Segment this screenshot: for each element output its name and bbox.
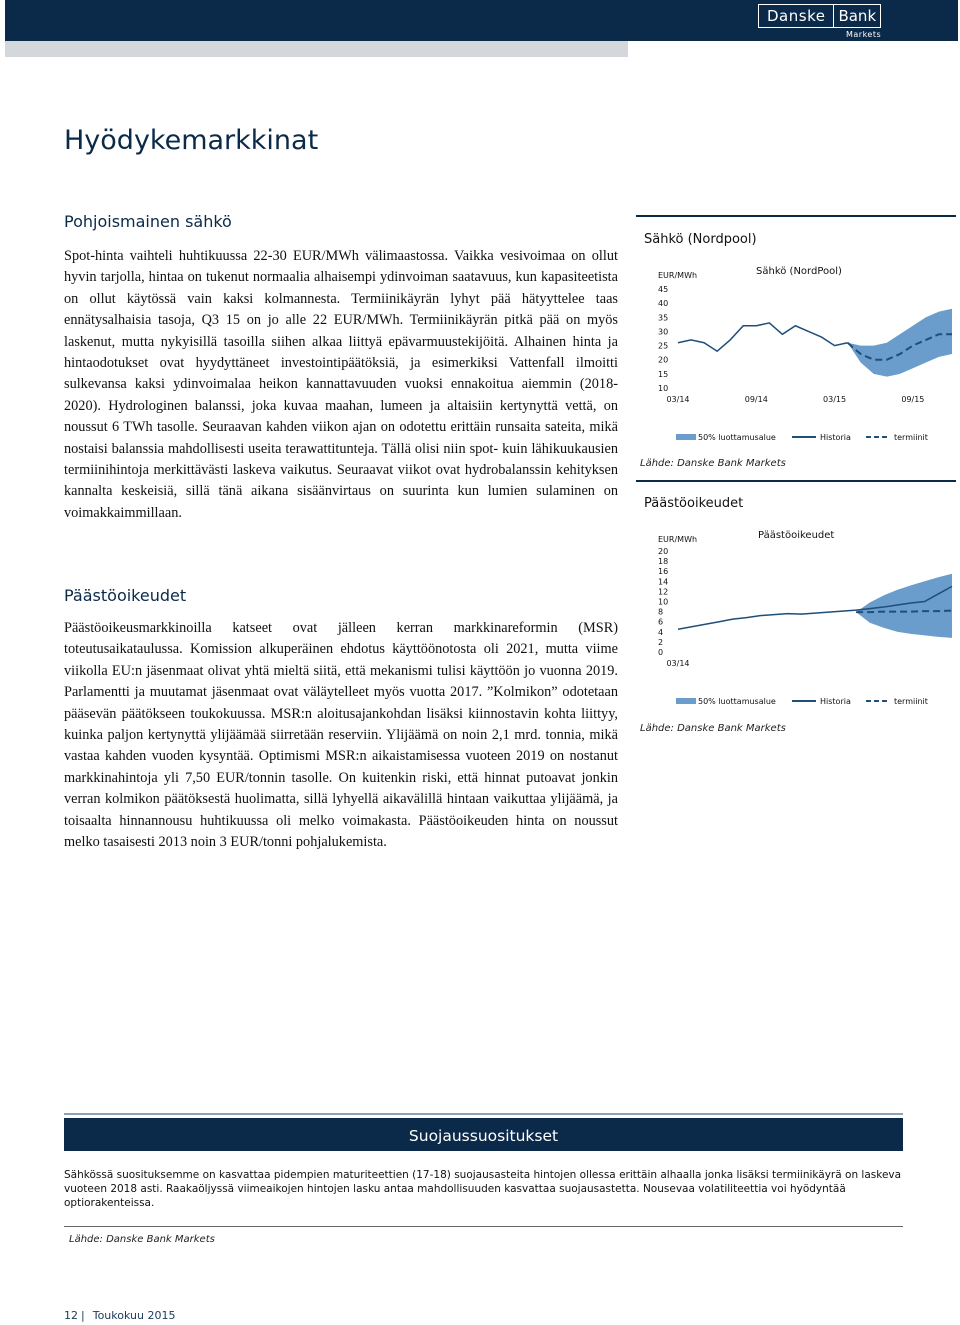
- chart2-legend-history: Historia: [820, 697, 851, 706]
- chart2-legend-band: 50% luottamusalue: [698, 697, 776, 706]
- logo-bank: Bank: [834, 4, 881, 28]
- chart2-legend-forward: termiinit: [894, 697, 928, 706]
- x-tick-label: 09/14: [744, 395, 768, 404]
- section-text-electricity: Spot-hinta vaihteli huhtikuussa 22-30 EUR/MWh välimaastossa. Vaikka vesivoimaa on ollut hyvin tarjolla, hintaa on tukenut normaalia alhaisempi ydinvoiman saatavuus, kun kapasiteetista on ollut käytössä vain kaksi kolmannesta. Termiinikäyrän lyhyt pää hätyyttelee taas ennätysalhaisia tasoja, Q3 15 on jo alle 22 EUR/MWh. Termiinikäyrän pitkä pää on myös laskenut, mutta nykyisillä tasoilla siihen alkaa liittyä epävarmuustekijöitä. Alhainen hinta ja hintaodotukset ovat hyydyttäneet investointipäätöksiä, ja esimerkiksi Vattenfall ilmoitti sulkevansa kaksi ydinvoimalaa heikon kannattavuuden vuoksi ennakoitua aiemmin (2018-2020). Hydrologinen balanssi, joka kuvaa maahan, lumeen ja altaisiin kertynyttä vettä, on noussut 6 TWh tasolle. Seuraavan kahden viikon ajan on odotettu erittäin runsaita sateita, mikä nostaisi balanssia mahdollisesti useita terawattitunteja. Tällä olisi niin spot- kuin lähikuukausien termiinihintoja merkittävästi laskeva vaikutus. Seuraavat viikot ovat hydrobalanssin kehityksen kannalta keskeisiä, sillä tänä aikana sisäänvirtaus on suurinta kun lumien sulaminen on voimakkaimmillaan.: [64, 248, 618, 521]
- footer-separator: |: [81, 1309, 85, 1322]
- chart1-top-rule: [636, 215, 956, 217]
- y-tick-label: 15: [658, 369, 669, 379]
- chart1-legend-history: Historia: [820, 433, 851, 442]
- danske-bank-logo: [758, 4, 881, 38]
- section-heading-emissions: Päästöoikeudet: [64, 586, 187, 605]
- chart2-legend-band-swatch: [676, 698, 696, 704]
- x-tick-label: 03/15: [823, 395, 847, 404]
- chart1-legend-band-swatch: [676, 434, 696, 440]
- page-footer: [64, 1309, 175, 1322]
- chart2-ylabel: EUR/MWh: [658, 535, 698, 544]
- page-title: Hyödykemarkkinat: [64, 125, 319, 156]
- recommendation-heading: Suojaussuositukset: [64, 1118, 903, 1151]
- y-tick-label: 4: [658, 627, 664, 637]
- y-tick-label: 6: [658, 617, 664, 627]
- chart1-history-line: [678, 323, 848, 351]
- chart1-ylabel: EUR/MWh: [658, 271, 698, 280]
- y-tick-label: 30: [658, 327, 669, 337]
- y-tick-label: 18: [658, 557, 669, 567]
- section-text-emissions: Päästöoikeusmarkkinoilla katseet ovat jälleen kerran markkinareformin (MSR) toteutusaikataulussa. Komission alkuperäinen ehdotus käyttöönotosta oli 2021, mutta viime viikolla EU:n jäsenmaat olivat yhtä mieltä siitä, että mekanismi tulisi käyttöön jo vuonna 2019. Parlamentti ja muutamat jäsenmaat ovat väläytelleet myös vuotta 2017. ”Kolmikon” odotetaan pääsevän päätökseen toukokuussa. MSR:n aloitusajankohdan lisäksi kiinnostavin kohta liittyy, kuinka paljon kertynyttä ylijäämää siirretään reserviin. Ylijäämä on noin 2,1 mrd. tonnia, mikä vastaa kahden vuoden kysyntää. Optimismi MSR:n aikaistamisessa vuoteen 2019 on nostanut markkinahintoja yli 7,50 EUR/tonnin tasolle. On kuitenkin riski, että hinnat putoavat jonkin verran kolmikon päätöksestä huolimatta, sillä lyhyellä aikavälillä hintaan vaikuttaa ylijäämä, ja toisaalta hinnannousu huhtikuussa oli melko voimakasta. Päästöoikeuden hinta on noussut melko tasaisesti 2013 noin 3 EUR/tonni pohjalukemista.: [64, 620, 618, 851]
- y-tick-label: 35: [658, 313, 669, 323]
- chart1-legend: [676, 433, 928, 442]
- y-tick-label: 20: [658, 355, 669, 365]
- electricity-chart: [636, 252, 956, 452]
- chart2-top-rule: [636, 480, 956, 482]
- logo-danske: Danske: [758, 4, 834, 28]
- recommendation-top-rule: [64, 1113, 903, 1115]
- chart1-inner-title: Sähkö (NordPool): [756, 266, 842, 277]
- chart2-inner-title: Päästöoikeudet: [758, 530, 835, 541]
- section-heading-electricity: Pohjoismainen sähkö: [64, 212, 232, 231]
- header-subbar: [5, 41, 628, 57]
- chart1-title: Sähkö (Nordpool): [644, 232, 757, 247]
- chart2-title: Päästöoikeudet: [644, 496, 744, 511]
- y-tick-label: 2: [658, 637, 664, 647]
- chart2-legend: [676, 697, 928, 706]
- y-tick-label: 8: [658, 607, 664, 617]
- recommendation-bottom-rule: [64, 1226, 903, 1227]
- x-tick-label: 09/15: [901, 395, 925, 404]
- y-tick-label: 45: [658, 285, 669, 294]
- y-tick-label: 16: [658, 567, 669, 577]
- recommendation-source: Lähde: Danske Bank Markets: [69, 1234, 215, 1245]
- footer-date: Toukokuu 2015: [92, 1309, 176, 1322]
- page-number: 12: [64, 1309, 78, 1322]
- emissions-chart: [636, 518, 956, 718]
- top-banner: [5, 0, 958, 41]
- y-tick-label: 10: [658, 597, 669, 607]
- chart1-legend-forward: termiinit: [894, 433, 928, 442]
- chart2-confidence-band: [856, 574, 952, 638]
- x-tick-label: 03/14: [666, 395, 690, 404]
- y-tick-label: 20: [658, 547, 669, 556]
- y-tick-label: 10: [658, 384, 669, 393]
- chart2-source: Lähde: Danske Bank Markets: [640, 723, 786, 734]
- chart1-confidence-band: [848, 309, 952, 377]
- logo-markets: Markets: [845, 30, 882, 39]
- chart1-source: Lähde: Danske Bank Markets: [640, 458, 786, 469]
- y-tick-label: 12: [658, 587, 669, 597]
- recommendation-text: Sähkössä suosituksemme on kasvattaa pidempien maturiteettien (17-18) suojausasteita hintojen ollessa erittäin alhaalla jonka lisäksi termiinikäyrä on laskeva vuoteen 2018 asti. Raakaöljyssä viimeaikojen hintojen lasku antaa mahdollisuuden kasvattaa suojausastetta. Nousevaa volatiliteettia voi hyödyntää optiorakenteissa.: [64, 1169, 902, 1209]
- y-tick-label: 25: [658, 341, 669, 351]
- y-tick-label: 40: [658, 299, 669, 309]
- y-tick-label: 14: [658, 577, 669, 587]
- y-tick-label: 0: [658, 648, 664, 657]
- chart1-legend-band: 50% luottamusalue: [698, 433, 776, 442]
- x-tick-label: 03/14: [666, 659, 690, 668]
